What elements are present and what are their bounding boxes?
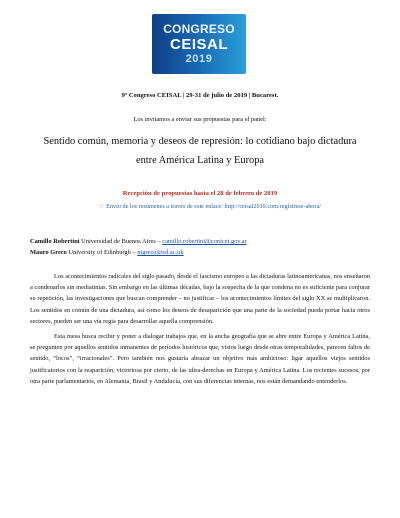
contact-affiliation: Universidad de Buenos Aires –	[79, 238, 163, 245]
contact-name: Mauro Greco	[30, 249, 67, 256]
invitation-line: Los invitamos a enviar sus propuestas para el panel:	[133, 116, 267, 123]
contact-entry	[30, 247, 247, 258]
submission-link[interactable]: ☞ Envío de los resúmenes a través de este enlace: http://ceisal2019.com/regístrese-ahora/	[99, 203, 321, 210]
contact-email-link[interactable]: mgreco@ed.ac.uk	[137, 249, 184, 256]
contact-affiliation: University of Edinburgh –	[66, 249, 138, 256]
panel-title: Sentido común, memoria y deseos de represión: lo cotidiano bajo dictadura entre América Latina y Europa	[43, 136, 357, 166]
ceisal-logo-banner	[152, 14, 246, 74]
panel-description	[30, 271, 370, 391]
deadline-notice: Recepción de propuestas hasta el 28 de febrero de 2019	[122, 190, 278, 197]
contact-entry	[30, 236, 247, 247]
contact-name: Camillo Robertini	[30, 238, 80, 245]
paragraph: Esta mesa busca recibir y poner a dialogar trabajos que, en la ancha geografía que se abre entre Europa y América Latina, se pregunten por aquellos sentidos inmanentes de períodos históricos que, vistos luego desde otras temporalidades, parecen faltos de sentido, “locos”, “irracionales”. Pero también nos gustaría abrazar un objetivo más ambicioso: ligar aquellos viejos sentidos justificatorios con la reaparición, victoriosa por cierto, de las ultra-derechas en Europa y América Latina. Los recientes sucesos, por otra parte parlamentarios, en Alemania, Brasil y Andalucía, con sus diferencias internas, nos están demandando entenderlos.	[30, 333, 370, 385]
conference-info: 9º Congreso CEISAL | 29-31 de julio de 2019 | Bucarest.	[121, 92, 279, 99]
contact-email-link[interactable]: camillo.robertini@conicet.gov.ar	[162, 238, 247, 245]
banner-line-1: CONGRESO	[163, 22, 235, 36]
contact-list	[30, 236, 247, 258]
paragraph: Los acontecimientos radicales del siglo pasado, desde el fascismo europeo a las dictaduras latinoamericanas, nos enseñaron a condenarlos sin mediatintas. Sin embargo en las últimas décadas, bajo la sospecha de la que condena no es suficiente para conjurar su repetición, las investigaciones que buscan comprender – no justificar – los acontecimientos límites del siglo XX se multiplicaron. Los sentidos en común de una dictadura, así como los deseos de desaparición que una parte de la sociedad pueda portar hacia otros sectores, pueden ser una vía regia para desarrollar aquella comprensión.	[30, 273, 370, 325]
banner-line-2: CEISAL	[169, 36, 228, 53]
banner-line-3: 2019	[185, 53, 213, 65]
